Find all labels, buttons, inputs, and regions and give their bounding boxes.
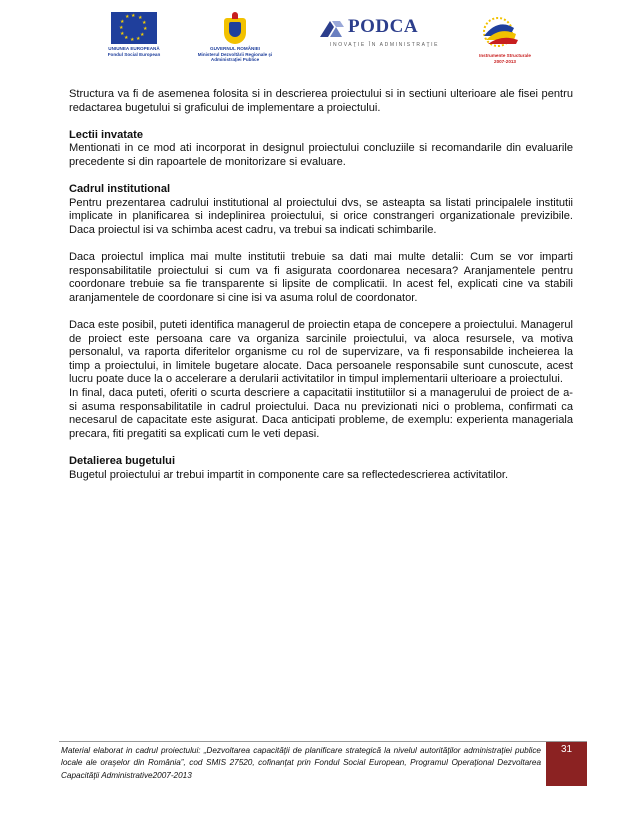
footer-text: Material elaborat in cadrul proiectului: „Dezvoltarea capacităţii de planificare strategică la nivelul autorităţilor administraţiei publice locale ale oraşelor din România”, cod SMIS 27520, cofinanţat prin Fondul Social European, Programul Operaţional Dezvoltarea Capacităţii Administrative2007-2013: [61, 746, 541, 780]
header-logos: [0, 12, 638, 70]
section-cadrul-institutional: [69, 183, 573, 441]
section-heading: Detalierea bugetului: [69, 455, 176, 468]
coat-of-arms-icon: [222, 12, 248, 44]
page-footer: [59, 741, 587, 786]
gov-caption-2: Ministerul Dezvoltării Regionale şi: [197, 51, 273, 57]
gov-logo: [197, 12, 273, 63]
section-paragraph: Pentru prezentarea cadrului institutional al proiectului dvs, se asteapta sa listati principalele institutii implicate in planificarea si indeplinirea proiectului, si orice constrangeri organizationale previzibile. Daca proiectul isi va schimba acest cadru, va trebui sa indicati schimbarile.: [69, 196, 573, 236]
instrumente-caption-2: 2007-2013: [494, 58, 516, 64]
page-number: 31: [546, 742, 587, 786]
section-detalierea-bugetului: [69, 455, 573, 482]
document-body: [69, 88, 573, 496]
section-heading: Lectii invatate: [69, 128, 143, 141]
instrumente-mark-icon: [470, 12, 526, 48]
gov-caption-3: Administraţiei Publice: [210, 57, 260, 62]
section-lectii-invatate: [69, 129, 573, 170]
intro-paragraph: Structura va fi de asemenea folosita si in descrierea proiectului si in sectiuni ulterioare ale fisei pentru redactarea bugetului si graficului de implementare a proiectului.: [69, 88, 573, 114]
section-heading: Cadrul institutional: [69, 183, 171, 196]
section-paragraph: Mentionati in ce mod ati incorporat in designul proiectului concluziile si recomandarile din evaluarile precedente si din rapoartele de monitorizare si evaluare.: [69, 142, 573, 168]
section-paragraph: Daca proiectul implica mai multe institutii trebuie sa dati mai multe detalii: Cum se vor imparti responsabilitatile proiectului si cum va fi asigurata coordonarea necesara? Aranjamentele pentru coordonare trebuie sa fie transparente si lipsite de complicatii. In acest fel, explicati cine va stabili aranjamentele de coordonare si cine isi va asuma rolul de coordonator.: [69, 251, 573, 304]
gov-caption-1: GUVERNUL ROMÂNIEI: [210, 46, 260, 51]
section-paragraph: Bugetul proiectului ar trebui impartit in componente care sa reflectedescrierea activitatilor.: [69, 468, 509, 481]
eu-logo: [100, 12, 168, 57]
podca-tagline: INOVAŢIE ÎN ADMINISTRAŢIE: [330, 42, 440, 48]
eu-flag-icon: ★ ★ ★ ★ ★ ★ ★ ★ ★ ★ ★ ★: [111, 12, 157, 44]
instrumente-caption-1: Instrumente Structurale: [479, 53, 531, 58]
eu-caption-2: Fondul Social European: [107, 51, 161, 57]
section-paragraph: In final, daca puteti, oferiti o scurta descriere a capacitatii institutiilor si a managerului de proiect de a-si asuma responsabilitatile in cadrul proiectului. Daca nu previzionati nici o problema, confirmati ca necesarul de capacitate este asigurat. Daca anticipati probleme, de exemplu: experienta manageriala precara, fiti pregatiti sa explicati cum le veti depasi.: [69, 387, 573, 440]
section-paragraph: Daca este posibil, puteti identifica managerul de proiectin etapa de concepere a proiectului. Managerul de proiect este persoana care va organiza sarcinile proiectului, va aloca resursele, va motiva personalul, va raporta diferitelor organisme cu rol de supervizare, va fi responsabilde incheierea la timp a proiectului, in limitele bugetare alocate. Daca persoanele responsabile sunt cunoscute, acest lucru poate duce la o accelerare a derularii activitatilor in timpul implementarii ulterioare a proiectului.: [69, 319, 573, 386]
podca-mark-icon: [318, 17, 348, 39]
podca-wordmark: PODCA: [348, 16, 419, 37]
eu-caption-1: UNIUNEA EUROPEANĂ: [108, 46, 160, 51]
instrumente-logo: [470, 12, 540, 64]
